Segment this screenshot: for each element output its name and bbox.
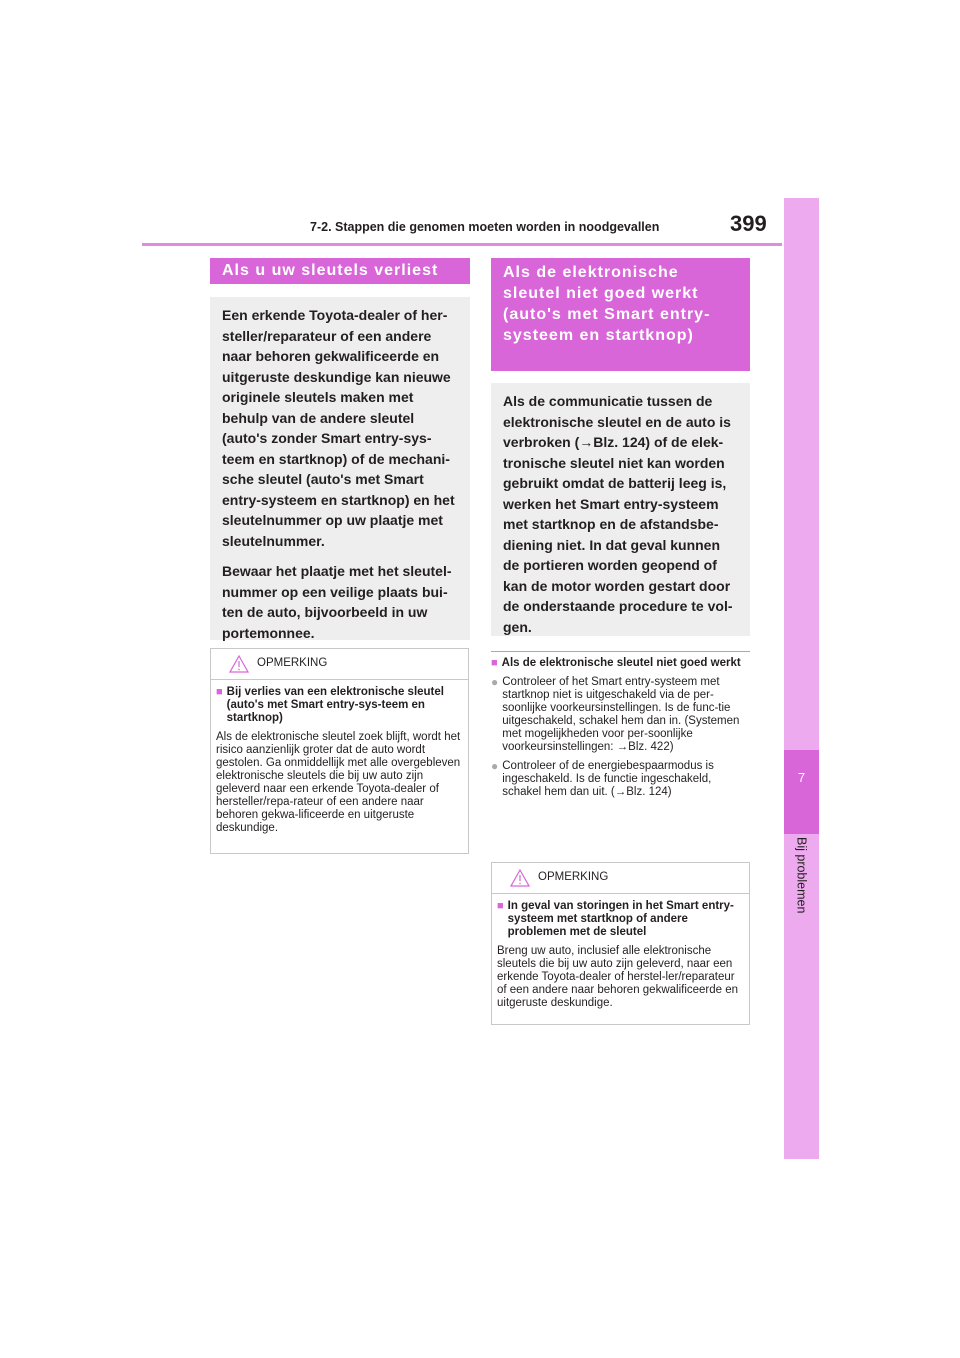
right-subsection	[491, 657, 749, 799]
left-intro-paragraph-1: Een erkende Toyota-dealer of her-steller/reparateur of een andere naar behoren gekwalificeerde en uitgeruste deskundige kan nieuwe originele sleutels maken met behulp van de andere sleutel (auto's zonder Smart entry-sys-teem en startknop) of de mechani-sche sleutel (auto's met Smart entry-systeem en startknop) en het sleutelnummer op uw plaatje met sleutelnummer.	[222, 307, 455, 549]
chapter-side-tab	[784, 198, 819, 1159]
left-intro-box	[210, 297, 470, 640]
section-title: 7-2. Stappen die genomen moeten worden in noodgevallen	[310, 220, 660, 234]
right-intro-box	[491, 383, 750, 636]
warning-triangle-icon	[510, 869, 530, 887]
right-section-banner: Als de elektronische sleutel niet goed werkt (auto's met Smart entry-systeem en startknop)	[491, 258, 750, 371]
note-label: OPMERKING	[257, 657, 328, 669]
note-label: OPMERKING	[538, 871, 609, 883]
note-header	[492, 863, 749, 894]
note-header	[211, 649, 468, 680]
section-divider	[491, 651, 750, 652]
left-note-box	[210, 648, 469, 854]
chapter-number: 7	[784, 750, 819, 834]
circle-bullet-icon: ●	[491, 759, 499, 773]
square-bullet-icon: ■	[491, 657, 498, 669]
right-intro-paragraph: Als de communicatie tussen de elektronische sleutel en de auto is verbroken (→Blz. 124) of de elek-tronische sleutel niet kan worden gebruikt omdat de batterij leeg is, werken het Smart entry-systeem met startknop en de afstandsbe-diening niet. In dat geval kunnen de portieren worden geopend of kan de motor worden gestart door de onderstaande procedure te vol-gen.	[503, 393, 733, 635]
left-section-banner: Als u uw sleutels verliest	[210, 258, 470, 284]
note-item-text: Als de elektronische sleutel zoek blijft, wordt het risico aanzienlijk groter dat de auto wordt gestolen. Ga onmiddellijk met alle overgebleven elektronische sleutels die bij uw auto zijn geleverd naar een erkende Toyota-dealer of hersteller/repa-rateur of een andere naar behoren gekwa-lificeerde en uitgeruste deskundige.	[216, 731, 461, 834]
note-item-title: ■ Bij verlies van een elektronische sleutel (auto's met Smart entry-sys-teem en startknop)	[216, 686, 444, 724]
left-intro-paragraph-2: Bewaar het plaatje met het sleutel-nummer op een veilige plaats bui-ten de auto, bijvoorbeeld in uw portemonnee.	[222, 563, 452, 641]
chapter-title: Bij problemen	[794, 836, 809, 914]
bullet-item: ● Controleer of de energiebespaarmodus is ingeschakeld. Is de functie ingeschakeld, schakel hem dan uit. (→Blz. 124)	[491, 759, 714, 798]
note-item-text: Breng uw auto, inclusief alle elektronische sleutels die bij uw auto zijn geleverd, naar een erkende Toyota-dealer of herstel-ler/reparateur of een andere naar behoren gekwalificeerde en uitgeruste deskundige.	[497, 945, 739, 1009]
bullet-item: ● Controleer of het Smart entry-systeem met startknop niet is uitgeschakeld via de per-soonlijke voorkeursinstellingen. Is de func-tie uitgeschakeld, schakel hem dan in. (Systemen met mogelijkheden voor per-soonlijke voorkeursinstellingen: →Blz. 422)	[491, 675, 740, 753]
square-bullet-icon: ■	[216, 686, 223, 698]
header-rule	[142, 243, 782, 246]
subsection-title: ■ Als de elektronische sleutel niet goed werkt	[491, 657, 741, 669]
page-number: 399	[730, 211, 767, 236]
square-bullet-icon: ■	[497, 900, 504, 912]
warning-triangle-icon	[229, 655, 249, 673]
note-item-title: ■ In geval van storingen in het Smart entry-systeem met startknop of andere problemen met de sleutel	[497, 900, 734, 938]
right-note-box	[491, 862, 750, 1025]
circle-bullet-icon: ●	[491, 675, 499, 689]
